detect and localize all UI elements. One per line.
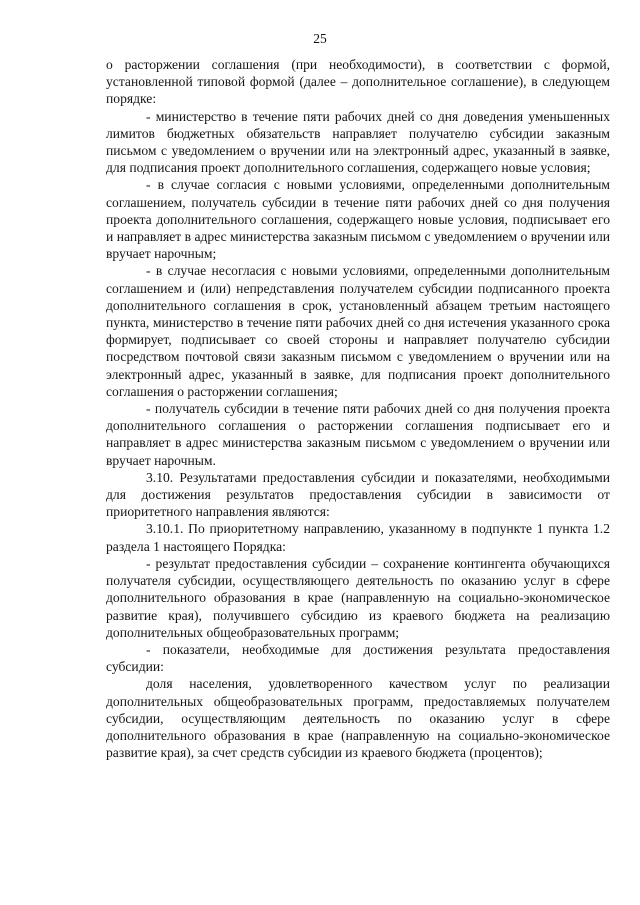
paragraph: - результат предоставления субсидии – сохранение контингента обучающихся получателя субсидии, осуществляющего деятельность по оказанию услуг в сфере дополнительного образования в крае (направленную на социально-экономическое развитие края), получившего субсидию из краевого бюджета на реализацию дополнительных общеобразовательных программ;	[106, 555, 610, 640]
paragraph: - получатель субсидии в течение пяти рабочих дней со дня получения проекта дополнительного соглашения о расторжении соглашения подписывает его и направляет в адрес министерства заказным письмом с уведомлением о вручении или вручает нарочным.	[106, 401, 610, 468]
paragraph: 3.10. Результатами предоставления субсидии и показателями, необходимыми для достижения результатов предоставления субсидии в зависимости от приоритетного направления являются:	[106, 469, 610, 520]
paragraph: - показатели, необходимые для достижения результата предоставления субсидии:	[106, 641, 610, 675]
paragraph: о расторжении соглашения (при необходимости), в соответствии с формой, установленной типовой формой (далее – дополнительное соглашение), в следующем порядке:	[106, 57, 610, 107]
paragraph: - в случае согласия с новыми условиями, определенными дополнительным соглашением, получатель субсидии в течение пяти рабочих дней со дня получения проекта дополнительного соглашения, содержащего новые условия, подписывает его и направляет в адрес министерства заказным письмом с уведомлением о вручении или вручает нарочным;	[106, 177, 610, 262]
paragraph: - в случае несогласия с новыми условиями, определенными дополнительным соглашением и (или) непредставления получателем субсидии подписанного проекта дополнительного соглашения в срок, установленный абзацем третьим настоящего пункта, министерство в течение пяти рабочих дней со дня истечения указанного срока формирует, подписывает со своей стороны и направляет получателю субсидии посредством почтовой связи заказным письмом с уведомлением о вручении или на электронный адрес, указанный в заявке, для подписания проект дополнительного соглашения о расторжении соглашения;	[106, 263, 610, 399]
paragraph: доля населения, удовлетворенного качеством услуг по реализации дополнительных общеобразовательных программ, предоставляемых получателем субсидии, осуществляющим деятельность по оказанию услуг в сфере дополнительного образования в крае (направленную на социально-экономическое развитие края), за счет средств субсидии из краевого бюджета (процентов);	[106, 676, 610, 761]
page-number: 25	[313, 31, 327, 46]
document-body	[106, 56, 610, 761]
paragraph: - министерство в течение пяти рабочих дней со дня доведения уменьшенных лимитов бюджетных обязательств направляет получателю субсидии заказным письмом с уведомлением о вручении или на электронный адрес, указанный в заявке, для подписания проект дополнительного соглашения, содержащего новые условия;	[106, 108, 610, 176]
paragraph: 3.10.1. По приоритетному направлению, указанному в подпункте 1 пункта 1.2 раздела 1 настоящего Порядка:	[106, 521, 610, 554]
